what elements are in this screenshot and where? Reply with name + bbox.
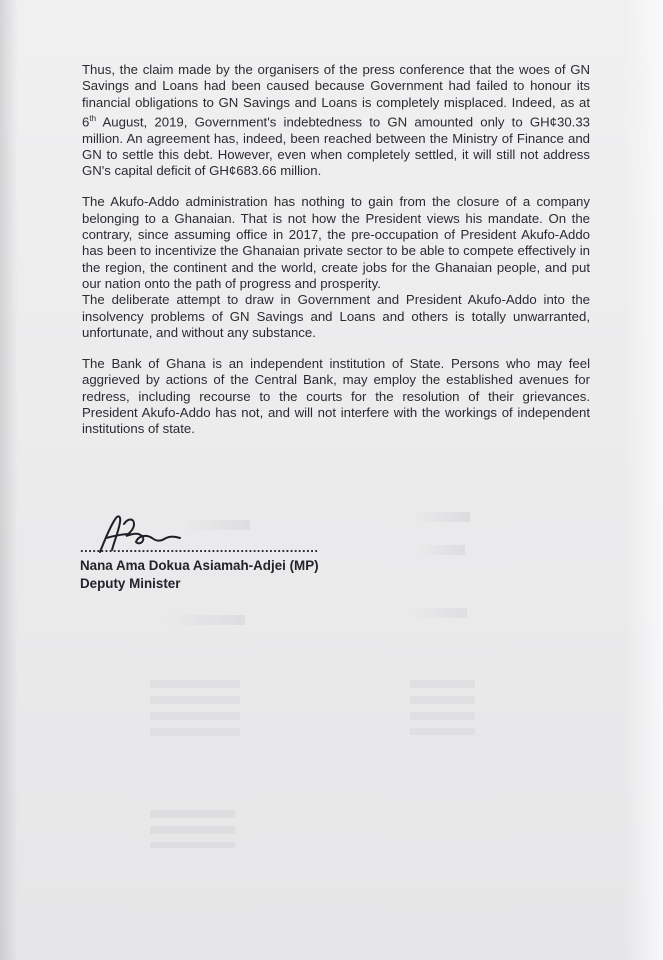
show-through-mark xyxy=(410,512,470,522)
page-edge-shadow xyxy=(0,0,18,960)
signatory-name: Nana Ama Dokua Asiamah-Adjei (MP) xyxy=(80,558,319,573)
signature-line: .......................................................... xyxy=(80,540,319,555)
show-through-mark xyxy=(150,810,235,848)
show-through-mark xyxy=(180,520,250,530)
paragraph-deliberate-attempt: The deliberate attempt to draw in Government and President Akufo-Addo into the insolvency problems of GN Savings and Loans and others is totally unwarranted, unfortunate, and without any substance. xyxy=(82,292,590,340)
signatory-title: Deputy Minister xyxy=(80,576,181,591)
show-through-mark xyxy=(415,545,465,555)
show-through-mark xyxy=(412,608,467,618)
show-through-mark xyxy=(165,615,245,625)
paragraph-administration: The Akufo-Addo administration has nothing to gain from the closure of a company belonging to a Ghanaian. That is not how the President views his mandate. On the contrary, since assuming office in 2017, the pre-occupation of President Akufo-Addo has been to incentivize the Ghanaian private sector to be able to compete effectively in the region, the continent and the world, create jobs for the Ghanaian people, and put our nation onto the path of progress and prosperity. xyxy=(82,194,590,291)
paragraph-gn-claim: Thus, the claim made by the organisers of the press conference that the woes of GN Savings and Loans had been caused because Government had failed to honour its financial obligations to GN Savings and Loans is completely misplaced. Indeed, as at 6th August, 2019, Government's indebtedness to GN amounted only to GH¢30.33 million. An agreement has, indeed, been reached between the Ministry of Finance and GN to settle this debt. However, even when completely settled, it will still not address GN's capital deficit of GH¢683.66 million. xyxy=(82,62,590,179)
letter-body xyxy=(82,62,590,438)
page-edge-highlight xyxy=(623,0,663,960)
show-through-mark xyxy=(150,680,240,740)
paragraph-bank-of-ghana: The Bank of Ghana is an independent institution of State. Persons who may feel aggrieved by actions of the Central Bank, may employ the established avenues for redress, including recourse to the courts for the resolution of their grievances. President Akufo-Addo has not, and will not interfere with the workings of independent institutions of state. xyxy=(82,356,590,437)
show-through-mark xyxy=(410,680,475,735)
